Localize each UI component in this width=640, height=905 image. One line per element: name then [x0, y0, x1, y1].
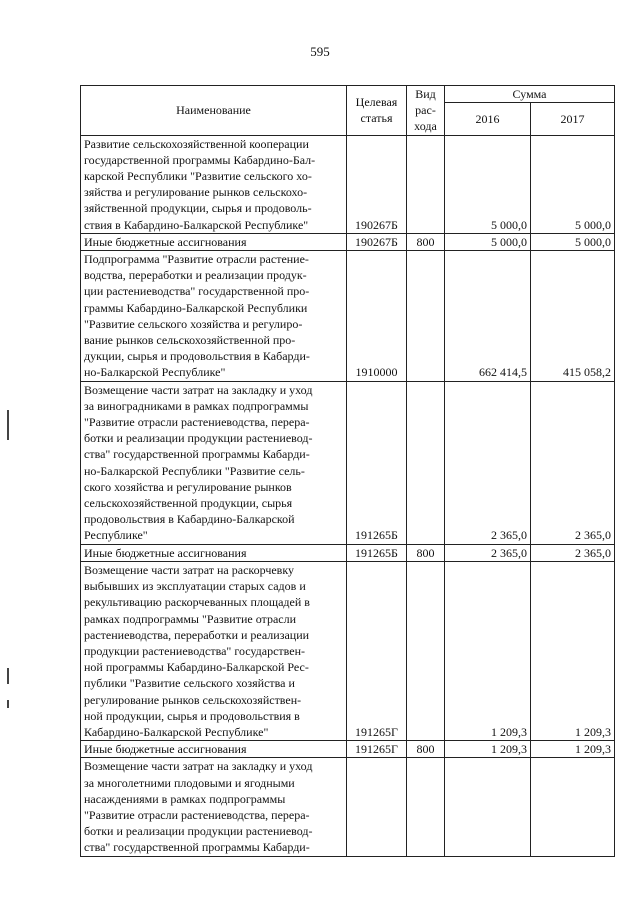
row-expense-type — [407, 381, 445, 544]
table-row — [81, 758, 615, 856]
row-expense-type: 800 — [407, 233, 445, 250]
row-sum-2016: 5 000,0 — [445, 135, 531, 233]
column-header-target-article: Целевая статья — [347, 86, 407, 136]
row-name: Иные бюджетные ассигнования — [81, 544, 347, 561]
row-sum-2017: 5 000,0 — [531, 135, 615, 233]
column-header-expense-type: Вид рас- хода — [407, 86, 445, 136]
column-header-2017: 2017 — [531, 103, 615, 135]
column-header-sum: Сумма — [445, 86, 615, 103]
row-name: Иные бюджетные ассигнования — [81, 741, 347, 758]
row-sum-2016: 662 414,5 — [445, 251, 531, 382]
row-expense-type: 800 — [407, 544, 445, 561]
row-target-article: 1910000 — [347, 251, 407, 382]
table-row — [81, 544, 615, 561]
margin-scan-mark — [7, 700, 9, 708]
row-name: Возмещение части затрат на закладку и уход за виноградниками в рамках подпрограммы "Развитие отрасли растениеводства, перера- ботки и реализации продукции растениевод- ства" государственной программы Кабарди- но-Балкарской Республики "Развитие сель- ского хозяйства и регулирование рынков сельскохозяйственной продукции, сырья продовольствия в Кабардино-Балкарской Республике" — [81, 381, 347, 544]
row-sum-2016: 2 365,0 — [445, 381, 531, 544]
row-sum-2016: 5 000,0 — [445, 233, 531, 250]
table-row — [81, 381, 615, 544]
row-expense-type — [407, 251, 445, 382]
row-name: Развитие сельскохозяйственной кооперации государственной программы Кабардино-Бал- карской Республики "Развитие сельского хо- зяйства и регулирование рынков сельскохо- зяйственной продукции, сырья и продоволь- ствия в Кабардино-Балкарской Республике" — [81, 135, 347, 233]
row-sum-2017: 1 209,3 — [531, 741, 615, 758]
row-sum-2016: 1 209,3 — [445, 741, 531, 758]
table-row — [81, 233, 615, 250]
row-sum-2016 — [445, 758, 531, 856]
row-expense-type — [407, 758, 445, 856]
row-sum-2017: 5 000,0 — [531, 233, 615, 250]
page-number: 595 — [310, 44, 330, 59]
row-sum-2016: 1 209,3 — [445, 561, 531, 740]
row-sum-2016: 2 365,0 — [445, 544, 531, 561]
row-name: Возмещение части затрат на раскорчевку выбывших из эксплуатации старых садов и рекультивацию раскорчеванных площадей в рамках подпрограммы "Развитие отрасли растениеводства, переработки и реализации продукции растениеводства" государствен- ной программы Кабардино-Балкарской Рес- публики "Развитие сельского хозяйства и регулирование рынков сельскохозяйствен- ной продукции, сырья и продовольствия в Кабардино-Балкарской Республике" — [81, 561, 347, 740]
column-header-2016: 2016 — [445, 103, 531, 135]
row-expense-type — [407, 135, 445, 233]
row-sum-2017: 415 058,2 — [531, 251, 615, 382]
table-row — [81, 251, 615, 382]
row-sum-2017: 2 365,0 — [531, 381, 615, 544]
row-sum-2017: 1 209,3 — [531, 561, 615, 740]
row-target-article: 191265Б — [347, 381, 407, 544]
row-sum-2017: 2 365,0 — [531, 544, 615, 561]
row-target-article: 190267Б — [347, 233, 407, 250]
table-row — [81, 741, 615, 758]
row-expense-type: 800 — [407, 741, 445, 758]
row-target-article: 191265Б — [347, 544, 407, 561]
margin-scan-mark — [7, 668, 9, 684]
row-target-article: 191265Г — [347, 561, 407, 740]
margin-scan-mark — [7, 410, 9, 440]
row-target-article — [347, 758, 407, 856]
table-header-row — [81, 86, 615, 103]
row-expense-type — [407, 561, 445, 740]
budget-table — [80, 85, 615, 857]
row-name: Иные бюджетные ассигнования — [81, 233, 347, 250]
row-sum-2017 — [531, 758, 615, 856]
row-target-article: 190267Б — [347, 135, 407, 233]
table-row — [81, 135, 615, 233]
column-header-name: Наименование — [81, 86, 347, 136]
row-name: Подпрограмма "Развитие отрасли растение- водства, переработки и реализации продук- ции растениеводства" государственной про- граммы Кабардино-Балкарской Республики "Развитие сельского хозяйства и регулиро- вание рынков сельскохозяйственной про- дукции, сырья и продовольствия в Кабарди- но-Балкарской Республике" — [81, 251, 347, 382]
row-name: Возмещение части затрат на закладку и уход за многолетними плодовыми и ягодными насаждениями в рамках подпрограммы "Развитие отрасли растениеводства, перера- ботки и реализации продукции растениевод- ства" государственной программы Кабарди- — [81, 758, 347, 856]
table-row — [81, 561, 615, 740]
row-target-article: 191265Г — [347, 741, 407, 758]
